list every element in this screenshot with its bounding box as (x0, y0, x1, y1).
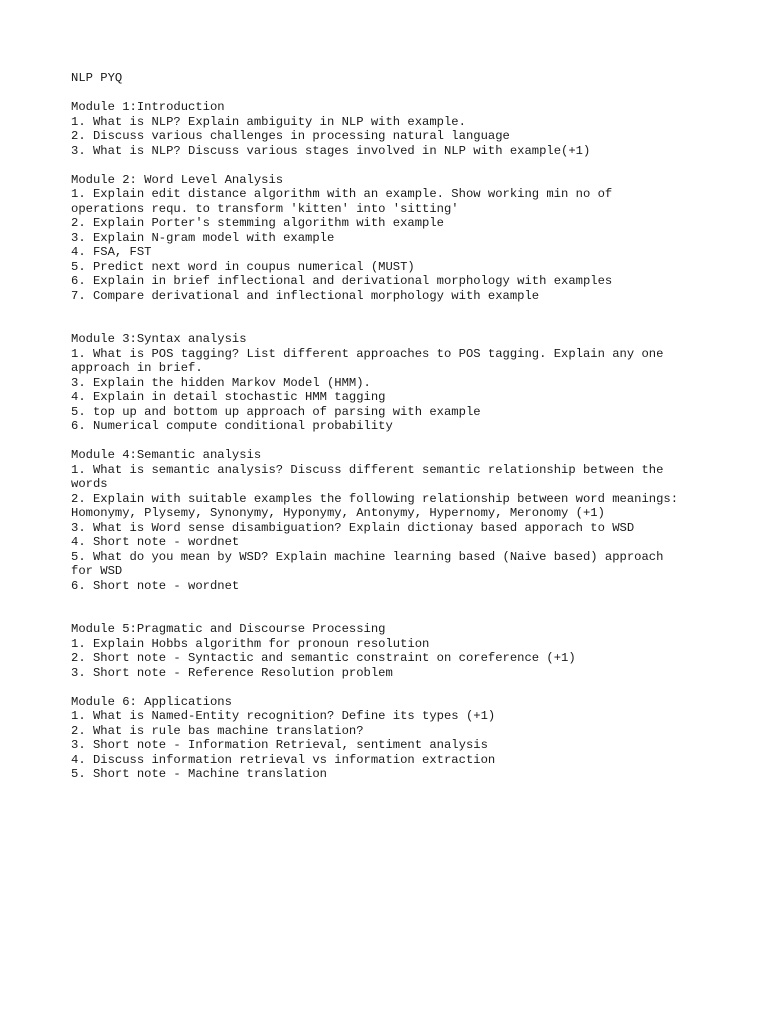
question-line: 3. What is NLP? Discuss various stages involved in NLP with example(+1) (71, 143, 591, 158)
question-line: 1. Explain edit distance algorithm with an example. Show working min no of (71, 187, 613, 201)
question-line: 4. FSA, FST (71, 245, 152, 259)
question-line: for WSD (71, 564, 123, 578)
module-section-3 (71, 332, 751, 434)
module-section-1 (71, 100, 751, 158)
question-line: 3. Explain the hidden Markov Model (HMM). (71, 375, 371, 390)
module-heading: Module 3:Syntax analysis (71, 332, 247, 346)
question-line: 3. Explain N-gram model with example (71, 230, 335, 245)
question-line: 1. What is semantic analysis? Discuss different semantic relationship between the (71, 462, 664, 477)
question-line: 3. What is Word sense disambiguation? Explain dictionay based apporach to WSD (71, 520, 635, 535)
question-line: 5. top up and bottom up approach of parsing with example (71, 404, 481, 419)
question-line: 2. Short note - Syntactic and semantic constraint on coreference (+1) (71, 651, 576, 665)
module-section-4 (71, 448, 751, 593)
question-line: operations requ. to transform 'kitten' into 'sitting' (71, 201, 459, 216)
question-line: 7. Compare derivational and inflectional morphology with example (71, 288, 540, 303)
module-section-6 (71, 695, 751, 782)
question-line: 2. Explain with suitable examples the following relationship between word meanings: (71, 491, 679, 506)
question-line: 1. What is POS tagging? List different approaches to POS tagging. Explain any one (71, 346, 664, 361)
question-line: 4. Discuss information retrieval vs information extraction (71, 752, 496, 767)
document-page (71, 71, 751, 796)
question-line: 3. Short note - Information Retrieval, sentiment analysis (71, 738, 488, 752)
question-line: 1. What is Named-Entity recognition? Define its types (+1) (71, 709, 496, 723)
question-line: 4. Explain in detail stochastic HMM tagging (71, 390, 386, 404)
question-line: 5. Predict next word in coupus numerical (MUST) (71, 259, 415, 274)
question-line: 3. Short note - Reference Resolution problem (71, 665, 393, 680)
question-line: 6. Numerical compute conditional probability (71, 419, 393, 433)
question-line: Homonymy, Plysemy, Synonymy, Hyponymy, Antonymy, Hypernomy, Meronomy (+1) (71, 506, 605, 520)
module-section-5 (71, 622, 751, 680)
question-line: approach in brief. (71, 361, 203, 375)
module-heading: Module 4:Semantic analysis (71, 448, 262, 462)
question-line: words (71, 477, 108, 491)
module-heading: Module 1:Introduction (71, 100, 225, 114)
modules-container (71, 100, 751, 782)
question-line: 1. What is NLP? Explain ambiguity in NLP with example. (71, 114, 466, 129)
module-heading: Module 5:Pragmatic and Discourse Processing (71, 622, 386, 636)
question-line: 6. Short note - wordnet (71, 578, 240, 593)
question-line: 5. What do you mean by WSD? Explain machine learning based (Naive based) approach (71, 549, 664, 564)
question-line: 4. Short note - wordnet (71, 535, 240, 549)
module-section-2 (71, 173, 751, 304)
question-line: 2. What is rule bas machine translation? (71, 723, 364, 738)
module-heading: Module 2: Word Level Analysis (71, 172, 284, 187)
question-line: 6. Explain in brief inflectional and derivational morphology with examples (71, 274, 613, 288)
question-line: 1. Explain Hobbs algorithm for pronoun resolution (71, 636, 430, 651)
module-heading: Module 6: Applications (71, 694, 232, 709)
question-line: 2. Discuss various challenges in processing natural language (71, 129, 510, 143)
question-line: 2. Explain Porter's stemming algorithm with example (71, 216, 444, 230)
document-title: NLP PYQ (71, 71, 123, 85)
question-line: 5. Short note - Machine translation (71, 767, 327, 781)
